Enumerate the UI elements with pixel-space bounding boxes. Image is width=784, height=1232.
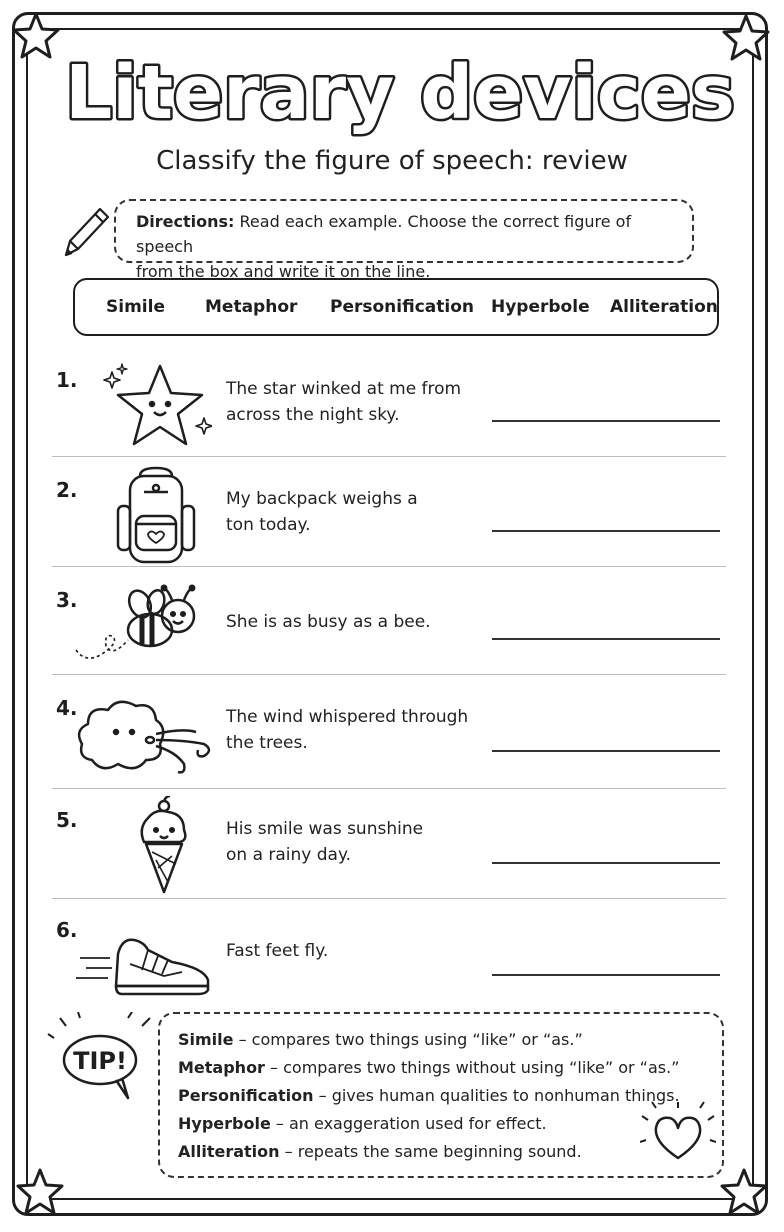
question-text-line: She is as busy as a bee. (226, 612, 431, 632)
directions-text: Read each example. Choose the correct figure of speech (136, 212, 632, 256)
answer-line-3[interactable] (492, 638, 720, 640)
tip-term: Metaphor (178, 1058, 265, 1077)
corner-star-icon (718, 1166, 770, 1218)
question-item-2 (52, 470, 726, 566)
tip-text: – compares two things without using “like” or “as.” (264, 1058, 680, 1077)
tip-definition-hyperbole (178, 1110, 704, 1138)
answer-line-6[interactable] (492, 974, 720, 976)
question-text-line: The star winked at me from (226, 379, 462, 399)
question-number: 5. (56, 808, 78, 832)
question-item-1 (52, 360, 726, 456)
question-text (226, 609, 476, 635)
tip-term: Hyperbole (178, 1114, 271, 1133)
word-bank-personification: Personification (330, 297, 474, 317)
bee-icon (72, 580, 212, 680)
answer-line-2[interactable] (492, 530, 720, 532)
question-text (226, 376, 476, 428)
answer-line-4[interactable] (492, 750, 720, 752)
tip-text: – compares two things using “like” or “as.” (233, 1030, 583, 1049)
question-text (226, 704, 476, 756)
tip-term: Simile (178, 1030, 234, 1049)
page-title (0, 36, 784, 148)
backpack-icon (72, 466, 212, 566)
question-item-5 (52, 802, 726, 898)
divider (52, 674, 726, 675)
tip-definition-simile (178, 1026, 704, 1054)
tip-text: – gives human qualities to nonhuman things. (313, 1086, 680, 1105)
page-title-text: Literary devices (65, 50, 735, 136)
directions-box (114, 199, 694, 281)
answer-line-5[interactable] (492, 862, 720, 864)
question-item-3 (52, 580, 726, 676)
question-text (226, 486, 476, 538)
tip-text: – an exaggeration used for effect. (270, 1114, 547, 1133)
sneaker-icon (72, 924, 212, 1024)
question-text-line: Fast feet fly. (226, 941, 329, 961)
word-bank-metaphor: Metaphor (205, 297, 298, 317)
divider (52, 788, 726, 789)
tip-definition-personification (178, 1082, 704, 1110)
question-number: 6. (56, 918, 78, 942)
divider (52, 566, 726, 567)
question-text (226, 938, 476, 964)
question-number: 1. (56, 368, 78, 392)
directions-text-continued: from the box and write it on the line. (136, 262, 431, 281)
tip-definition-alliteration (178, 1138, 704, 1166)
word-bank-hyperbole: Hyperbole (491, 297, 590, 317)
answer-line-1[interactable] (492, 420, 720, 422)
tip-text: – repeats the same beginning sound. (279, 1142, 582, 1161)
question-number: 3. (56, 588, 78, 612)
question-text-line: the trees. (226, 733, 308, 753)
divider (52, 898, 726, 899)
question-text-line: on a rainy day. (226, 845, 352, 865)
question-text-line: The wind whispered through (226, 707, 469, 727)
question-number: 4. (56, 696, 78, 720)
question-item-6 (52, 914, 726, 1000)
question-text-line: My backpack weighs a (226, 489, 418, 509)
page-subtitle: Classify the figure of speech: review (156, 146, 628, 176)
tip-definition-metaphor (178, 1054, 704, 1082)
directions-label: Directions: (136, 212, 235, 231)
word-bank-alliteration: Alliteration (610, 297, 718, 317)
tip-badge (46, 1012, 156, 1112)
question-text-line: His smile was sunshine (226, 819, 424, 839)
tip-badge-text: TIP! (73, 1047, 127, 1075)
word-bank (73, 278, 719, 336)
heart-icon (640, 1100, 716, 1166)
question-item-4 (52, 690, 726, 786)
word-bank-simile: Simile (106, 297, 165, 317)
question-text-line: ton today. (226, 515, 311, 535)
tip-term: Personification (178, 1086, 314, 1105)
question-text (226, 816, 476, 868)
tip-term: Alliteration (178, 1142, 280, 1161)
divider (52, 456, 726, 457)
pencil-icon (62, 205, 112, 259)
question-text-line: across the night sky. (226, 405, 400, 425)
corner-star-icon (14, 1166, 66, 1218)
star-icon (72, 360, 212, 460)
wind-cloud-icon (72, 694, 212, 794)
question-number: 2. (56, 478, 78, 502)
ice-cream-icon (72, 796, 212, 896)
